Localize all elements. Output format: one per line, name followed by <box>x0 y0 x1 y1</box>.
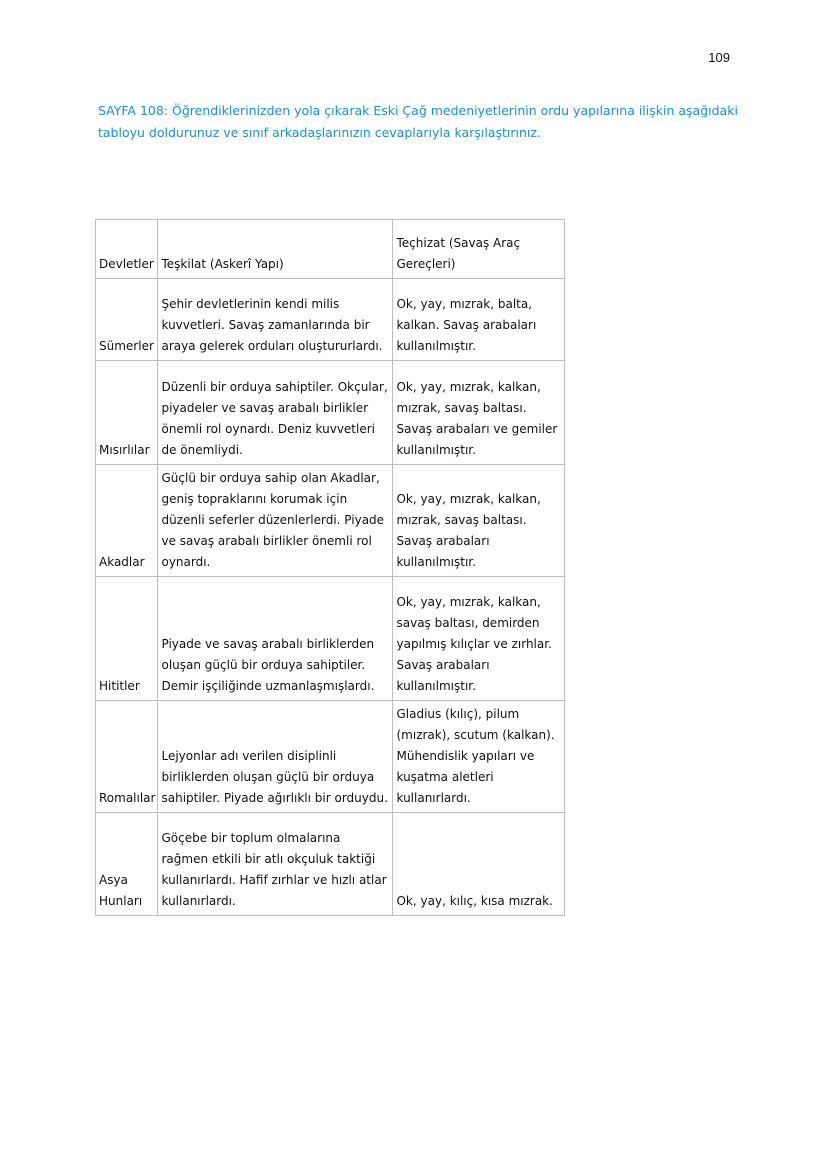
state-cell: Akadlar <box>96 465 158 577</box>
army-structure-table <box>95 219 565 916</box>
organization-cell: Göçebe bir toplum olmalarına rağmen etkili bir atlı okçuluk taktiği kullanırlardı. Hafif zırhlar ve hızlı atlar kullanırlardı. <box>158 813 393 916</box>
organization-cell: Şehir devletlerinin kendi milis kuvvetleri. Savaş zamanlarında bir araya gelerek orduları oluştururlardı. <box>158 279 393 361</box>
equipment-cell: Ok, yay, mızrak, balta, kalkan. Savaş arabaları kullanılmıştır. <box>393 279 565 361</box>
table-row <box>96 361 565 465</box>
header-states: Devletler <box>96 220 158 279</box>
intro-text: SAYFA 108: Öğrendiklerinizden yola çıkarak Eski Çağ medeniyetlerinin ordu yapılarına ilişkin aşağıdaki tabloyu doldurunuz ve sınıf arkadaşlarınızın cevaplarıyla karşılaştırınız. <box>98 103 738 140</box>
equipment-cell: Ok, yay, kılıç, kısa mızrak. <box>393 813 565 916</box>
organization-cell: Düzenli bir orduya sahiptiler. Okçular, piyadeler ve savaş arabalı birlikler önemli rol oynardı. Deniz kuvvetleri de önemliydi. <box>158 361 393 465</box>
table-row <box>96 279 565 361</box>
header-equipment: Teçhizat (Savaş Araç Gereçleri) <box>393 220 565 279</box>
table-header-row <box>96 220 565 279</box>
state-cell: Sümerler <box>96 279 158 361</box>
table-row <box>96 701 565 813</box>
equipment-cell: Ok, yay, mızrak, kalkan, mızrak, savaş baltası. Savaş arabaları kullanılmıştır. <box>393 465 565 577</box>
state-cell: Asya Hunları <box>96 813 158 916</box>
page-number: 109 <box>708 50 730 65</box>
organization-cell: Güçlü bir orduya sahip olan Akadlar, geniş topraklarını korumak için düzenli seferler düzenlerlerdi. Piyade ve savaş arabalı birlikler önemli rol oynardı. <box>158 465 393 577</box>
equipment-cell: Ok, yay, mızrak, kalkan, savaş baltası, demirden yapılmış kılıçlar ve zırhlar. Savaş arabaları kullanılmıştır. <box>393 577 565 701</box>
table-row <box>96 813 565 916</box>
state-cell: Mısırlılar <box>96 361 158 465</box>
header-organization: Teşkilat (Askerî Yapı) <box>158 220 393 279</box>
table-row <box>96 465 565 577</box>
organization-cell: Lejyonlar adı verilen disiplinli birliklerden oluşan güçlü bir orduya sahiptiler. Piyade ağırlıklı bir orduydu. <box>158 701 393 813</box>
table-row <box>96 577 565 701</box>
equipment-cell: Gladius (kılıç), pilum (mızrak), scutum (kalkan). Mühendislik yapıları ve kuşatma aletleri kullanırlardı. <box>393 701 565 813</box>
organization-cell: Piyade ve savaş arabalı birliklerden oluşan güçlü bir orduya sahiptiler. Demir işçiliğinde uzmanlaşmışlardı. <box>158 577 393 701</box>
state-cell: Hititler <box>96 577 158 701</box>
equipment-cell: Ok, yay, mızrak, kalkan, mızrak, savaş baltası. Savaş arabaları ve gemiler kullanılmıştır. <box>393 361 565 465</box>
state-cell: Romalılar <box>96 701 158 813</box>
